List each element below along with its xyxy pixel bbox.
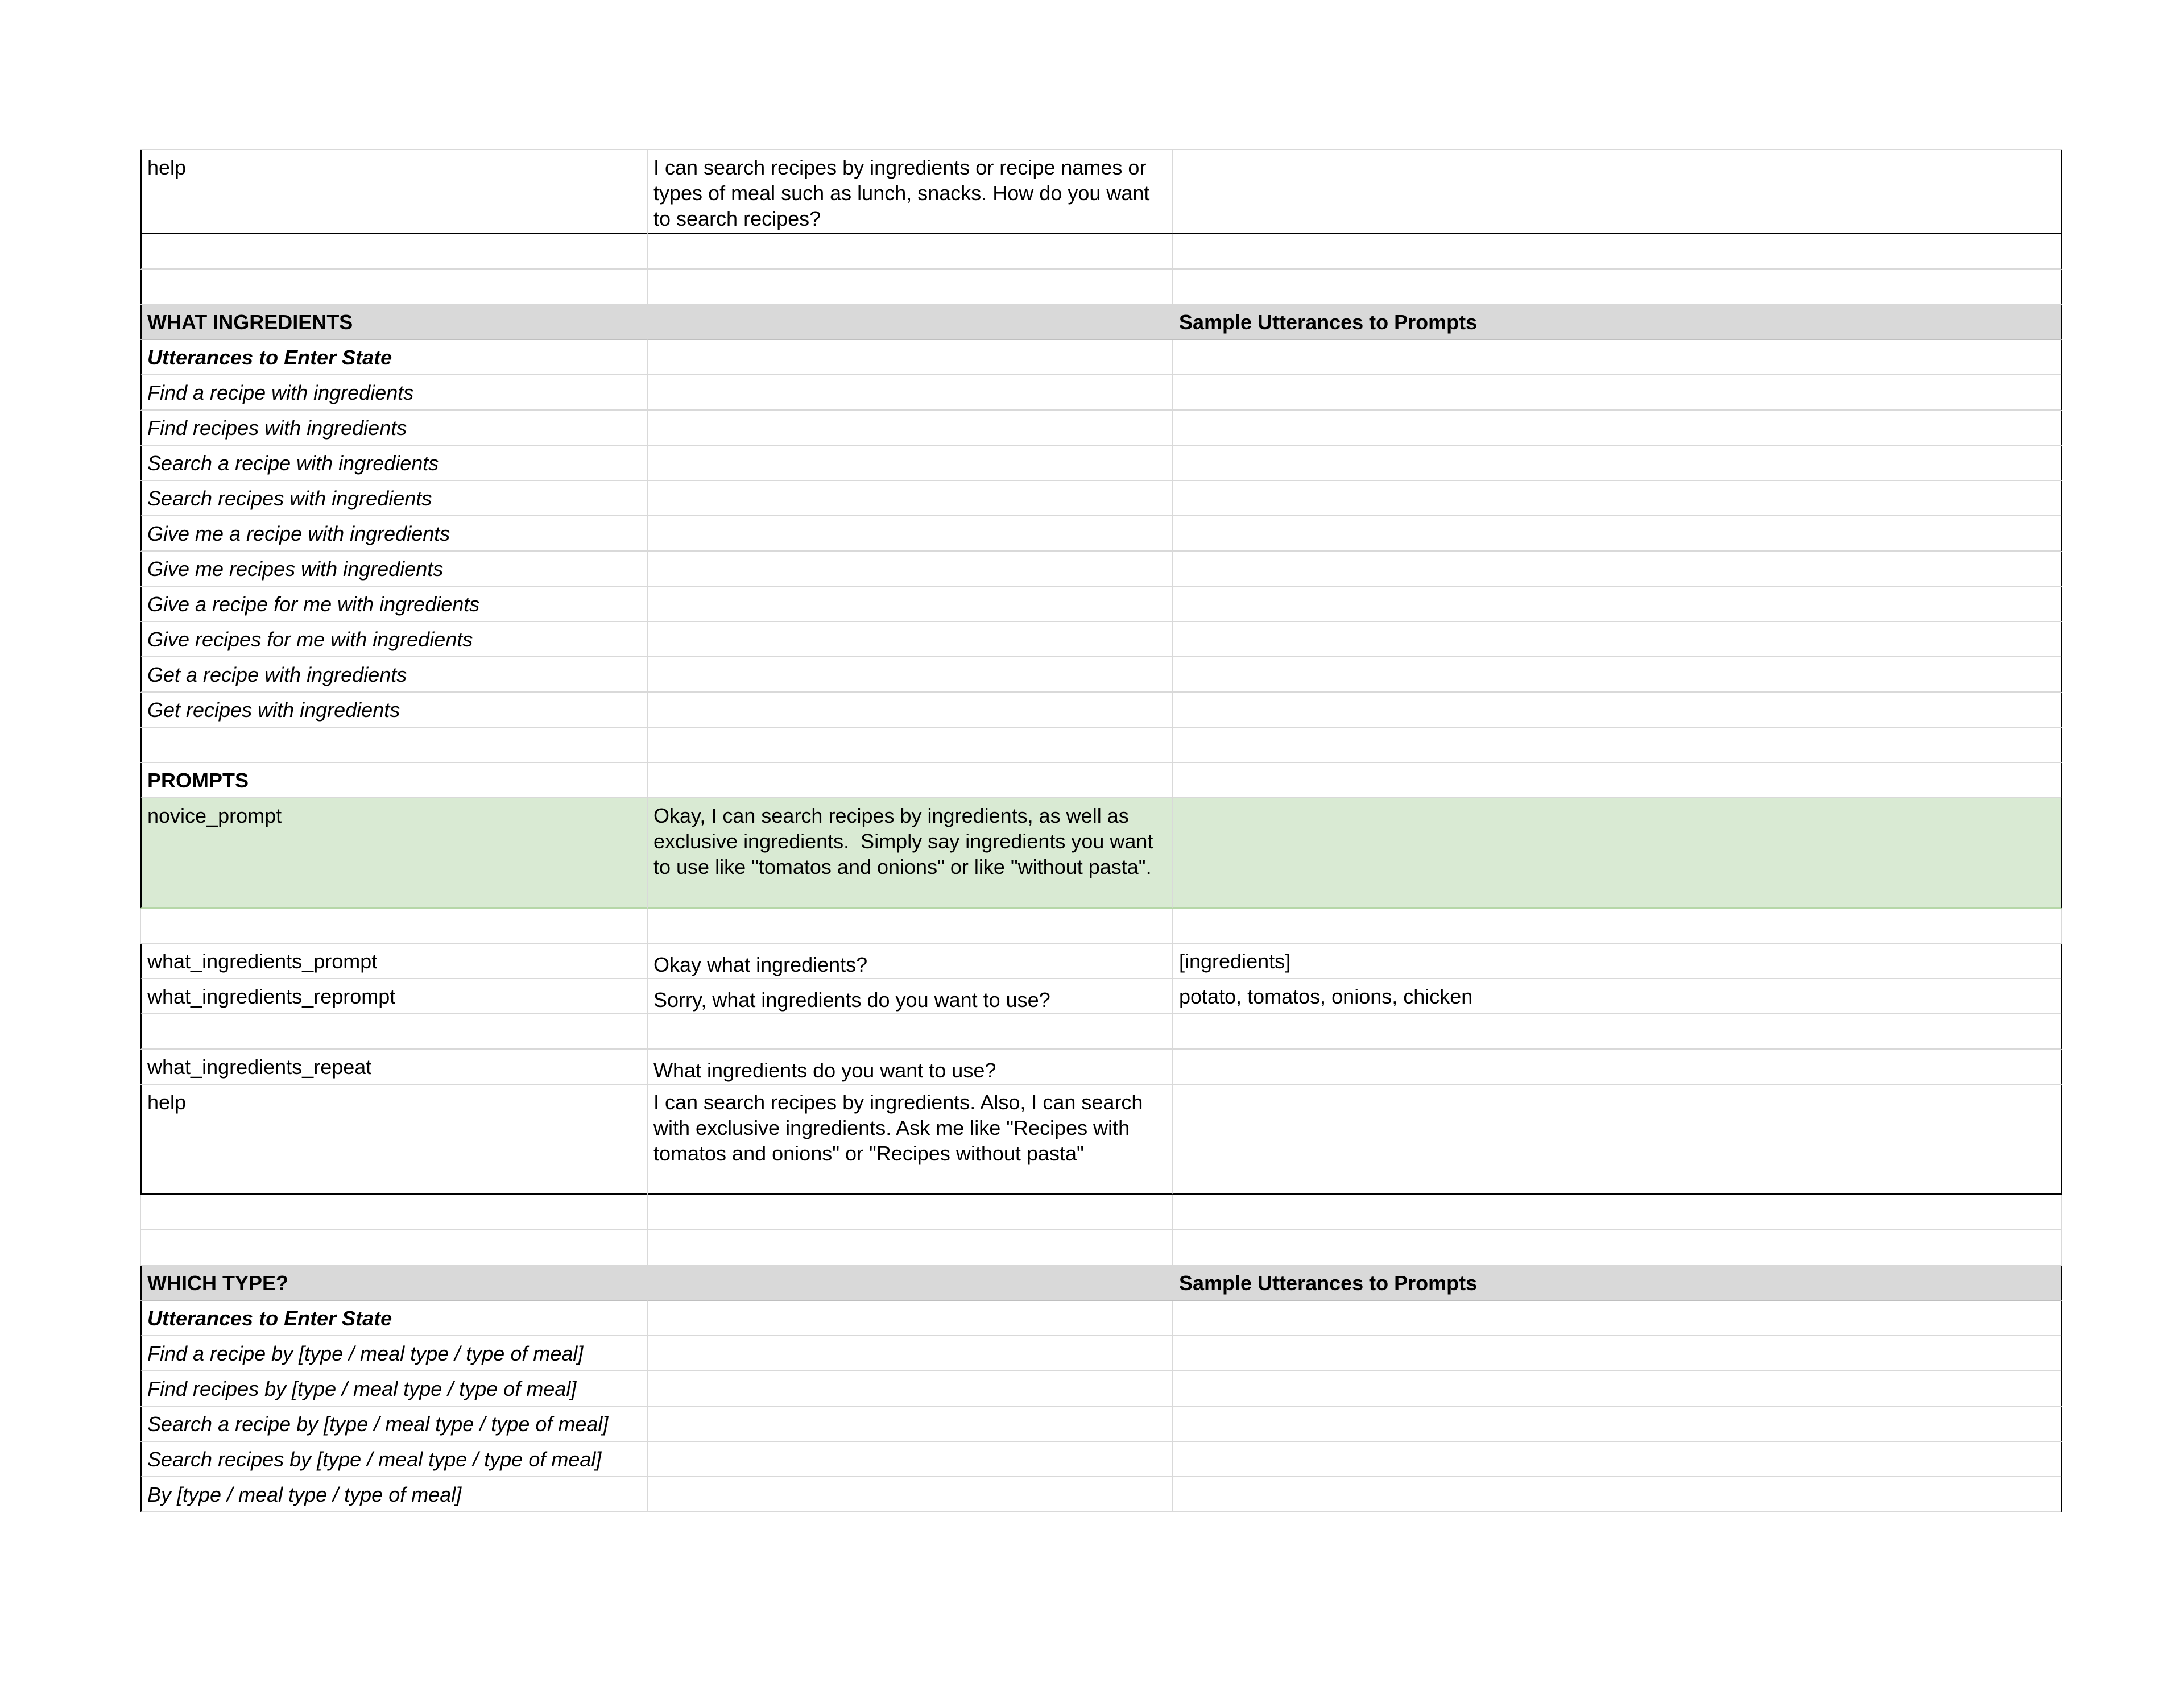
cell-empty[interactable] — [648, 446, 1173, 481]
table-row — [140, 1407, 2062, 1442]
cell-empty[interactable] — [648, 340, 1173, 375]
table-row — [140, 411, 2062, 446]
cell-sample[interactable] — [1173, 798, 2062, 909]
cell-empty[interactable] — [648, 516, 1173, 552]
table-row — [140, 1477, 2062, 1512]
utterance-cell[interactable]: Find recipes with ingredients — [140, 411, 648, 446]
section-header-row — [140, 305, 2062, 340]
cell-empty[interactable] — [648, 552, 1173, 587]
cell-empty[interactable] — [1173, 1301, 2062, 1336]
cell-empty[interactable] — [1173, 411, 2062, 446]
cell-prompt-text[interactable]: I can search recipes by ingredients. Also, I can search with exclusive ingredients. Ask me like "Recipes with tomatos and onions" or "Recipes without pasta" — [648, 1085, 1173, 1195]
utterance-cell[interactable]: Get a recipe with ingredients — [140, 657, 648, 693]
cell-prompt-text[interactable]: Okay what ingredients? — [648, 944, 1173, 979]
table-row — [140, 587, 2062, 622]
cell-empty[interactable] — [1173, 516, 2062, 552]
cell-empty[interactable] — [648, 693, 1173, 728]
table-row — [140, 1014, 2062, 1050]
table-row — [140, 1301, 2062, 1336]
table-row — [140, 270, 2062, 305]
table-row — [140, 909, 2062, 944]
cell-empty[interactable] — [1173, 552, 2062, 587]
cell-label[interactable]: what_ingredients_repeat — [140, 1050, 648, 1085]
table-row — [140, 149, 2062, 234]
cell-empty[interactable] — [1173, 622, 2062, 657]
cell-empty[interactable] — [648, 481, 1173, 516]
cell-empty[interactable] — [648, 1230, 1173, 1266]
cell-empty[interactable] — [1173, 1230, 2062, 1266]
cell-empty[interactable] — [648, 1407, 1173, 1442]
cell-label[interactable]: help — [140, 150, 648, 234]
table-row — [140, 552, 2062, 587]
cell-prompt-text[interactable]: What ingredients do you want to use? — [648, 1050, 1173, 1085]
cell-empty[interactable] — [1173, 270, 2062, 305]
cell-empty[interactable] — [648, 1477, 1173, 1512]
cell-empty[interactable] — [1173, 1477, 2062, 1512]
cell-empty[interactable] — [648, 587, 1173, 622]
utterance-cell[interactable]: By [type / meal type / type of meal] — [140, 1477, 648, 1512]
cell-empty[interactable] — [648, 657, 1173, 693]
utterance-cell[interactable]: Get recipes with ingredients — [140, 693, 648, 728]
cell-empty[interactable] — [140, 270, 648, 305]
table-row — [140, 516, 2062, 552]
cell-empty[interactable] — [1173, 481, 2062, 516]
cell-empty[interactable] — [140, 1195, 648, 1230]
utterance-cell[interactable]: Give recipes for me with ingredients — [140, 622, 648, 657]
cell-empty[interactable] — [648, 375, 1173, 411]
cell-empty[interactable] — [140, 1014, 648, 1050]
cell-sample[interactable] — [1173, 150, 2062, 234]
cell-empty[interactable] — [1173, 587, 2062, 622]
utterance-cell[interactable]: Find a recipe by [type / meal type / type of meal] — [140, 1336, 648, 1371]
section-title[interactable]: WHAT INGREDIENTS — [140, 305, 648, 340]
cell-empty[interactable] — [648, 909, 1173, 944]
cell-empty[interactable] — [648, 411, 1173, 446]
cell-empty[interactable] — [648, 305, 1173, 340]
prompts-header[interactable]: PROMPTS — [140, 763, 648, 798]
cell-empty[interactable] — [1173, 657, 2062, 693]
cell-empty[interactable] — [1173, 340, 2062, 375]
cell-empty[interactable] — [648, 234, 1173, 270]
cell-empty[interactable] — [648, 1266, 1173, 1301]
utterance-cell[interactable]: Search a recipe by [type / meal type / type of meal] — [140, 1407, 648, 1442]
cell-empty[interactable] — [1173, 1407, 2062, 1442]
cell-empty[interactable] — [1173, 1014, 2062, 1050]
table-row — [140, 1230, 2062, 1266]
table-row — [140, 1050, 2062, 1085]
cell-empty[interactable] — [648, 1301, 1173, 1336]
table-row — [140, 1195, 2062, 1230]
cell-prompt-text[interactable]: I can search recipes by ingredients or recipe names or types of meal such as lunch, snacks. How do you want to search recipes? — [648, 150, 1173, 234]
cell-label[interactable]: what_ingredients_prompt — [140, 944, 648, 979]
table-row — [140, 1371, 2062, 1407]
table-row — [140, 375, 2062, 411]
utterances-header[interactable]: Utterances to Enter State — [140, 340, 648, 375]
utterance-cell[interactable]: Find recipes by [type / meal type / type of meal] — [140, 1371, 648, 1407]
cell-sample[interactable]: [ingredients] — [1173, 944, 2062, 979]
cell-sample[interactable]: potato, tomatos, onions, chicken — [1173, 979, 2062, 1014]
table-row — [140, 1085, 2062, 1195]
cell-label[interactable]: novice_prompt — [140, 798, 648, 909]
utterances-header[interactable]: Utterances to Enter State — [140, 1301, 648, 1336]
table-row — [140, 446, 2062, 481]
cell-empty[interactable] — [648, 1014, 1173, 1050]
cell-empty[interactable] — [1173, 909, 2062, 944]
cell-empty[interactable] — [1173, 1195, 2062, 1230]
table-row — [140, 763, 2062, 798]
table-row — [140, 234, 2062, 270]
table-row — [140, 340, 2062, 375]
table-row — [140, 1442, 2062, 1477]
cell-empty[interactable] — [1173, 375, 2062, 411]
cell-empty[interactable] — [648, 1195, 1173, 1230]
cell-empty[interactable] — [140, 728, 648, 763]
table-row — [140, 657, 2062, 693]
utterance-cell[interactable]: Find a recipe with ingredients — [140, 375, 648, 411]
sample-utterances-header[interactable]: Sample Utterances to Prompts — [1173, 1266, 2062, 1301]
cell-empty[interactable] — [648, 622, 1173, 657]
cell-empty[interactable] — [648, 270, 1173, 305]
cell-empty[interactable] — [140, 234, 648, 270]
cell-prompt-text[interactable]: Okay, I can search recipes by ingredients, as well as exclusive ingredients. Simply say ingredients you want to use like "tomatos and onions" or like "without pasta". — [648, 798, 1173, 909]
table-row — [140, 481, 2062, 516]
utterance-cell[interactable]: Search recipes by [type / meal type / type of meal] — [140, 1442, 648, 1477]
cell-sample[interactable] — [1173, 1085, 2062, 1195]
table-row — [140, 1336, 2062, 1371]
cell-empty[interactable] — [140, 1230, 648, 1266]
table-row — [140, 728, 2062, 763]
utterance-cell[interactable]: Search a recipe with ingredients — [140, 446, 648, 481]
cell-empty[interactable] — [648, 728, 1173, 763]
cell-empty[interactable] — [1173, 1336, 2062, 1371]
utterance-cell[interactable]: Give a recipe for me with ingredients — [140, 587, 648, 622]
cell-empty[interactable] — [648, 1442, 1173, 1477]
utterance-cell[interactable]: Search recipes with ingredients — [140, 481, 648, 516]
utterance-cell[interactable]: Give me recipes with ingredients — [140, 552, 648, 587]
cell-empty[interactable] — [1173, 763, 2062, 798]
cell-empty[interactable] — [1173, 693, 2062, 728]
cell-empty[interactable] — [1173, 234, 2062, 270]
cell-empty[interactable] — [1173, 1371, 2062, 1407]
cell-empty[interactable] — [1173, 728, 2062, 763]
utterance-cell[interactable]: Give me a recipe with ingredients — [140, 516, 648, 552]
cell-label[interactable]: help — [140, 1085, 648, 1195]
cell-empty[interactable] — [648, 1371, 1173, 1407]
table-row — [140, 622, 2062, 657]
section-header-row — [140, 1266, 2062, 1301]
section-title[interactable]: WHICH TYPE? — [140, 1266, 648, 1301]
sample-utterances-header[interactable]: Sample Utterances to Prompts — [1173, 305, 2062, 340]
table-row — [140, 693, 2062, 728]
cell-empty[interactable] — [648, 1336, 1173, 1371]
cell-prompt-text[interactable]: Sorry, what ingredients do you want to use? — [648, 979, 1173, 1014]
cell-label[interactable]: what_ingredients_reprompt — [140, 979, 648, 1014]
cell-empty[interactable] — [1173, 1442, 2062, 1477]
cell-empty[interactable] — [1173, 446, 2062, 481]
cell-empty[interactable] — [1173, 1050, 2062, 1085]
table-row-highlighted — [140, 798, 2062, 909]
table-row — [140, 944, 2062, 979]
cell-empty[interactable] — [648, 763, 1173, 798]
cell-empty[interactable] — [140, 909, 648, 944]
spreadsheet-page — [140, 149, 2062, 1512]
table-row — [140, 979, 2062, 1014]
